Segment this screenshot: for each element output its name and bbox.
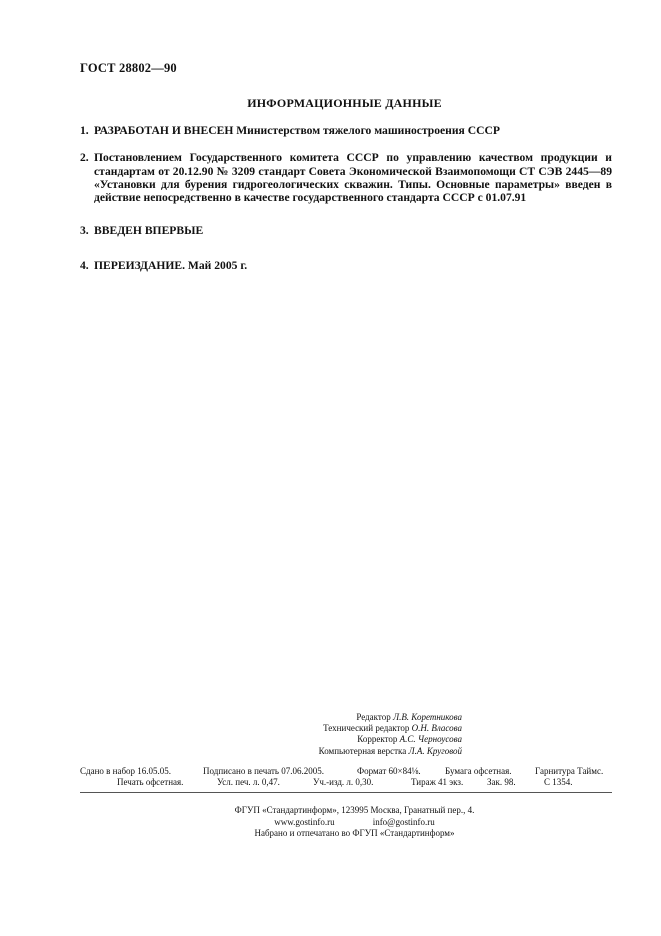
printed-by: Набрано и отпечатано во ФГУП «Стандартинформ»	[254, 828, 455, 838]
paper-type: Бумага офсетная.	[445, 766, 512, 776]
publisher-contacts	[48, 817, 661, 829]
item-text: ПЕРЕИЗДАНИЕ. Май 2005 г.	[94, 258, 248, 272]
publisher-info	[0, 805, 661, 840]
info-items-list	[80, 124, 612, 272]
order-number: Зак. 98.	[487, 777, 516, 787]
list-item	[80, 259, 612, 272]
typeface: Гарнитура Таймс.	[535, 766, 604, 776]
item-number: 3.	[80, 224, 89, 238]
item-number: 2.	[80, 151, 89, 165]
section-title: ИНФОРМАЦИОННЫЕ ДАННЫЕ	[247, 96, 442, 110]
list-item	[80, 124, 612, 137]
publisher-email: info@gostinfo.ru	[372, 816, 435, 827]
credit-line	[200, 712, 462, 723]
credit-role: Технический редактор	[323, 723, 410, 734]
credit-role: Редактор	[356, 712, 391, 722]
publisher-address: ФГУП «Стандартинформ», 123995 Москва, Гранатный пер., 4.	[234, 805, 475, 815]
divider	[80, 792, 612, 793]
credit-line	[200, 734, 462, 745]
credit-name: А.С. Черноусова	[399, 734, 462, 745]
print-method: Печать офсетная.	[117, 777, 184, 787]
print-run: Тираж 41 экз.	[411, 777, 464, 787]
catalog-code: С 1354.	[544, 777, 573, 787]
item-number: 1.	[80, 124, 89, 137]
list-item	[80, 151, 612, 204]
item-text: РАЗРАБОТАН И ВНЕСЕН Министерством тяжелого машиностроения СССР	[94, 124, 500, 137]
credit-name: Л.А. Круговой	[408, 745, 462, 756]
item-text: ВВЕДЕН ВПЕРВЫЕ	[94, 224, 204, 238]
credit-role: Корректор	[357, 734, 398, 745]
publication-info-row	[0, 777, 661, 789]
printed-sheets: Усл. печ. л. 0,47.	[217, 777, 280, 787]
editorial-credits	[200, 712, 462, 757]
credit-line	[200, 723, 462, 734]
publisher-sheets: Уч.-изд. л. 0,30.	[313, 777, 374, 787]
publisher-website: www.gostinfo.ru	[274, 816, 335, 827]
document-code: ГОСТ 28802—90	[80, 61, 177, 75]
signed-date: Подписано в печать 07.06.2005.	[203, 766, 325, 776]
item-text: Постановлением Государственного комитета СССР по управлению качеством продукции и стандартам от 20.12.90 № 3209 стандарт Совета Экономической Взаимопомощи СТ СЭВ 2445—89 «Установки для бурения гидрогеологических скважин. Типы. Основные параметры» введен в действие непосредственно в качестве государственного стандарта СССР с 01.07.91	[94, 151, 612, 205]
list-item	[80, 224, 612, 237]
credit-line	[200, 746, 462, 757]
typeset-date: Сдано в набор 16.05.05.	[80, 766, 172, 776]
credit-name: О.Н. Власова	[411, 723, 462, 734]
item-number: 4.	[80, 258, 89, 272]
credit-name: Л.В. Коретникова	[392, 712, 462, 722]
paper-format: Формат 60×84⅛.	[357, 766, 421, 776]
credit-role: Компьютерная верстка	[318, 745, 407, 756]
